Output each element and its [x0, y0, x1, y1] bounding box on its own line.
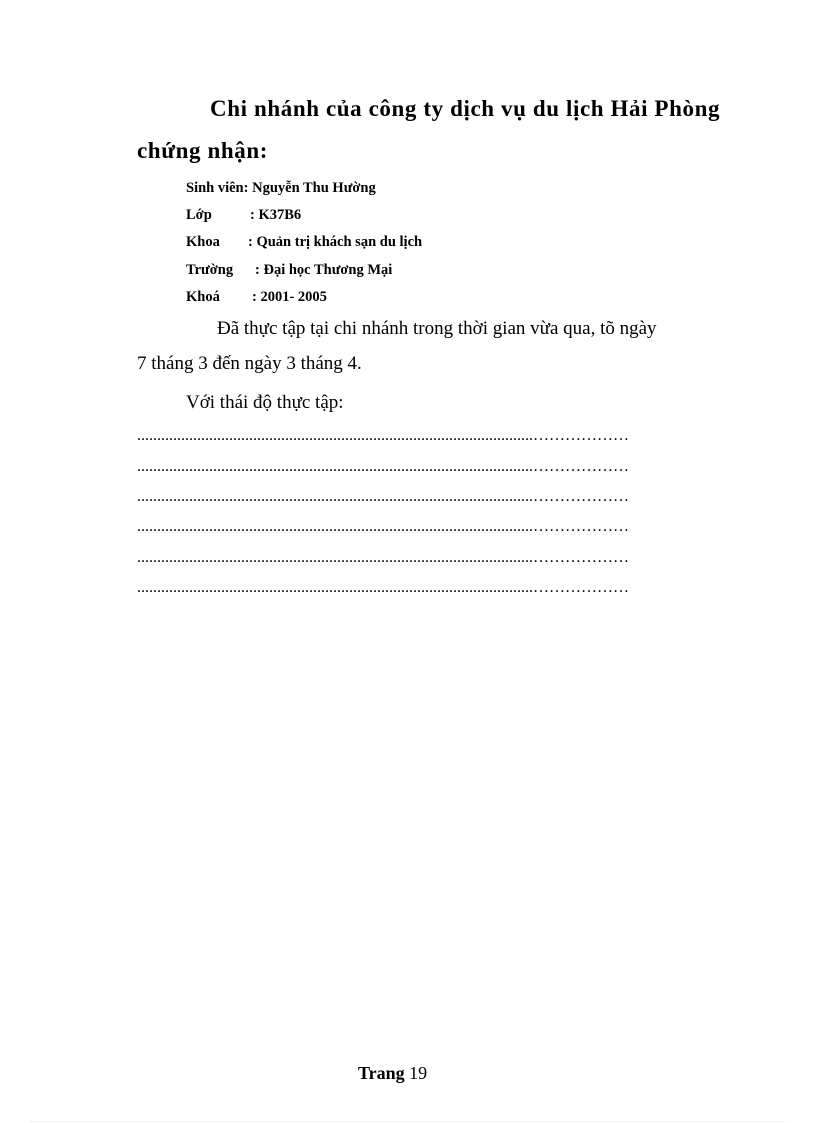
paragraph-internship-line-1 [137, 318, 735, 340]
dotted-fill-line: ...................................................................................................……………… [137, 518, 629, 535]
info-row-class [186, 207, 301, 224]
page-footer [358, 1063, 427, 1084]
info-sep: : [243, 180, 253, 196]
dotted-fill-line: ...................................................................................................……………… [137, 427, 629, 444]
info-row-course [186, 289, 327, 306]
footer-label: Trang [358, 1063, 405, 1083]
info-row-student [186, 180, 376, 197]
info-sep: : [250, 207, 259, 223]
info-row-faculty [186, 234, 422, 251]
info-label: Khoa [186, 234, 220, 250]
info-value: Đại học Thương Mại [263, 262, 393, 278]
heading-line-2: chứng nhận: [137, 138, 268, 163]
info-row-school [186, 262, 392, 279]
info-value: Quản trị khách sạn du lịch [256, 234, 423, 250]
info-value: 2001- 2005 [260, 289, 327, 305]
dotted-fill-line: ...................................................................................................……………… [137, 488, 629, 505]
paragraph-internship-line-2: 7 tháng 3 đến ngày 3 tháng 4. [137, 353, 362, 374]
info-value: K37B6 [258, 207, 302, 223]
dotted-fill-line: ...................................................................................................……………… [137, 579, 629, 596]
info-sep: : [252, 289, 261, 305]
info-value: Nguyễn Thu Hường [252, 180, 376, 196]
info-label: Lớp [186, 207, 212, 223]
heading-text-1: Chi nhánh của công ty dịch vụ du lịch Hải Phòng [210, 96, 721, 121]
bottom-divider [30, 1121, 786, 1122]
info-sep: : [255, 262, 264, 278]
dotted-fill-line: ...................................................................................................……………… [137, 458, 629, 475]
page-number: 19 [409, 1063, 428, 1083]
attitude-label: Với thái độ thực tập: [186, 392, 344, 413]
paragraph-text: Đã thực tập tại chi nhánh trong thời gian vừa qua, tõ ngày [217, 318, 657, 339]
info-label: Khoá [186, 289, 220, 305]
info-sep: : [248, 234, 257, 250]
heading-line-1 [137, 96, 739, 122]
info-label: Trường [186, 262, 234, 278]
dotted-fill-line: ...................................................................................................……………… [137, 549, 629, 566]
info-label: Sinh viên [186, 180, 244, 196]
